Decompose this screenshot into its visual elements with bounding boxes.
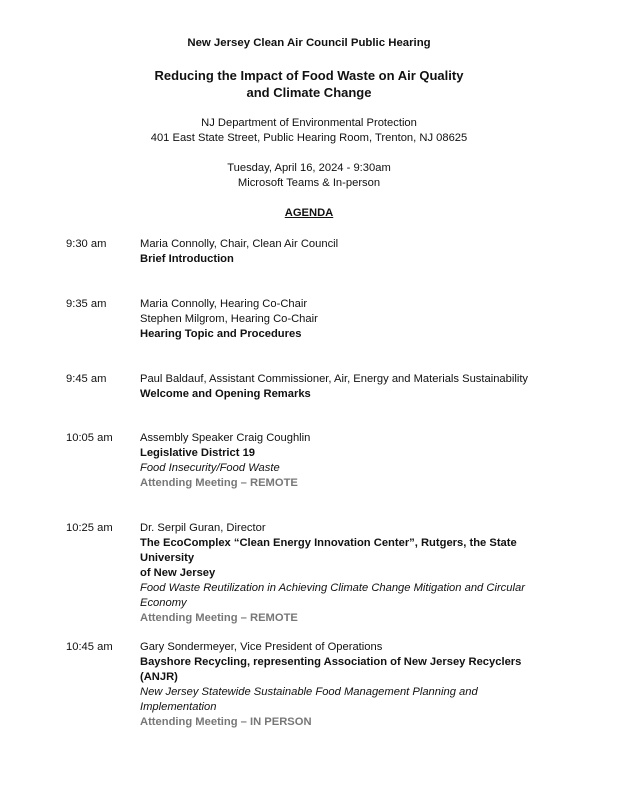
- speaker: Maria Connolly, Chair, Clean Air Council: [140, 238, 339, 250]
- agenda-content: [140, 372, 550, 402]
- agenda-content: [140, 297, 550, 342]
- organization: Bayshore Recycling, representing Association of New Jersey Recyclers (ANJR): [140, 656, 522, 683]
- organization: The EcoComplex “Clean Energy Innovation Center”, Rutgers, the State University: [140, 537, 517, 564]
- department: NJ Department of Environmental Protection: [201, 117, 417, 129]
- agenda-time: 10:25 am: [66, 522, 113, 534]
- topic: Brief Introduction: [140, 253, 234, 265]
- hearing-title: [0, 67, 618, 101]
- council-heading: New Jersey Clean Air Council Public Hearing: [187, 37, 431, 49]
- organization-cont: of New Jersey: [140, 567, 216, 579]
- speaker: Paul Baldauf, Assistant Commissioner, Air, Energy and Materials Sustainability: [140, 373, 529, 385]
- agenda-content: [140, 237, 550, 267]
- agenda-time: 9:45 am: [66, 373, 107, 385]
- subject-cont: Implementation: [140, 701, 217, 713]
- subject-cont: Economy: [140, 597, 187, 609]
- attendance-status: Attending Meeting – REMOTE: [140, 612, 298, 624]
- agenda-time: 9:35 am: [66, 298, 107, 310]
- attendance-status: Attending Meeting – IN PERSON: [140, 716, 312, 728]
- agenda-content: [140, 431, 550, 491]
- agenda-time: 10:05 am: [66, 432, 113, 444]
- subject: New Jersey Statewide Sustainable Food Management Planning and: [140, 686, 478, 698]
- speaker-2: Stephen Milgrom, Hearing Co-Chair: [140, 313, 318, 325]
- meeting-format: Microsoft Teams & In-person: [237, 177, 381, 189]
- speaker: Gary Sondermeyer, Vice President of Operations: [140, 641, 383, 653]
- speaker: Maria Connolly, Hearing Co-Chair: [140, 298, 308, 310]
- speaker: Assembly Speaker Craig Coughlin: [140, 432, 311, 444]
- subject: Food Insecurity/Food Waste: [140, 462, 280, 474]
- title-line-1: Reducing the Impact of Food Waste on Air Quality: [154, 68, 464, 83]
- address: 401 East State Street, Public Hearing Room, Trenton, NJ 08625: [150, 132, 468, 144]
- topic: Hearing Topic and Procedures: [140, 328, 302, 340]
- agenda-content: [140, 640, 550, 730]
- subject: Food Waste Reutilization in Achieving Climate Change Mitigation and Circular: [140, 582, 525, 594]
- topic: Welcome and Opening Remarks: [140, 388, 311, 400]
- date-block: [0, 161, 618, 191]
- agenda-label: AGENDA: [284, 207, 334, 219]
- agenda-heading: [0, 206, 618, 221]
- venue-block: [0, 116, 618, 146]
- attendance-status: Attending Meeting – REMOTE: [140, 477, 298, 489]
- speaker: Dr. Serpil Guran, Director: [140, 522, 266, 534]
- agenda-content: [140, 521, 550, 626]
- date-time: Tuesday, April 16, 2024 - 9:30am: [227, 162, 391, 174]
- organization: Legislative District 19: [140, 447, 256, 459]
- title-line-2: and Climate Change: [246, 85, 372, 100]
- agenda-time: 9:30 am: [66, 238, 107, 250]
- agenda-time: 10:45 am: [66, 641, 113, 653]
